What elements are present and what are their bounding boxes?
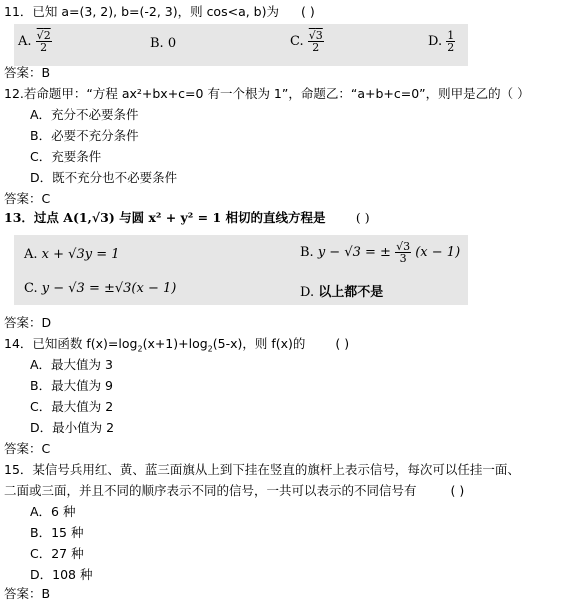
q15-stem-line1: 15．某信号兵用红、黄、蓝三面旗从上到下挂在竖直的旗杆上表示信号，每次可以任挂一面、 xyxy=(4,462,520,477)
q11-option-a-num: √ 2 xyxy=(37,29,51,42)
q15-option-b: B．15 种 xyxy=(30,525,84,540)
q13-option-c xyxy=(24,281,176,296)
q11-option-d-num: 1 xyxy=(447,29,455,42)
q13-option-d xyxy=(300,281,383,300)
q11-option-a-den: 2 xyxy=(40,41,48,54)
q12-option-c: C．充要条件 xyxy=(30,149,102,164)
q11-answer: 答案：B xyxy=(4,65,51,80)
q13-paren: ( ) xyxy=(355,210,370,225)
q11-stem xyxy=(4,3,315,20)
q11-options-panel xyxy=(14,24,468,66)
q11-option-d-frac xyxy=(446,30,455,53)
q14-log-base-2: 2 xyxy=(207,344,213,354)
q14-option-a: A．最大值为 3 xyxy=(30,357,113,372)
q14-stem-mid: (x+1)+log xyxy=(142,336,208,351)
q12-stem: 12.若命题甲：“方程 ax²+bx+c=0 有一个根为 1”，命题乙：“a+b+c=0”，则甲是乙的（ ） xyxy=(4,86,530,101)
q13-stem xyxy=(4,209,370,226)
q11-option-a xyxy=(18,30,52,53)
q13-option-b xyxy=(300,241,460,264)
q15-paren: ( ) xyxy=(450,483,465,498)
q11-option-a-label: A. xyxy=(18,34,32,49)
q11-option-c-frac xyxy=(308,30,324,53)
q13-option-a-expr: x + √3y = 1 xyxy=(41,247,120,262)
q13-option-d-text: 以上都不是 xyxy=(318,285,384,300)
q11-option-d-den: 2 xyxy=(447,41,455,54)
q13-option-b-expr-post: (x − 1) xyxy=(415,245,461,260)
q14-stem xyxy=(4,335,349,358)
q12-option-a: A．充分不必要条件 xyxy=(30,107,139,122)
q13-option-c-expr: y − √3 = ±√3(x − 1) xyxy=(41,281,177,296)
q11-option-c-den: 2 xyxy=(312,41,320,54)
q14-answer: 答案：C xyxy=(4,441,51,456)
q15-option-c: C．27 种 xyxy=(30,546,84,561)
q11-paren: ( ) xyxy=(300,4,315,19)
q13-option-b-expr-pre: y − √3 = ± xyxy=(317,245,391,260)
q14-paren: ( ) xyxy=(335,336,350,351)
q11-option-c-num: √ 3 xyxy=(309,29,323,42)
q11-option-d xyxy=(428,30,455,53)
q11-option-d-label: D. xyxy=(428,34,443,49)
q13-option-b-frac-den: 3 xyxy=(399,252,407,265)
q15-option-d: D．108 种 xyxy=(30,567,93,582)
q11-option-b-label: B. xyxy=(150,36,164,51)
q13-answer: 答案：D xyxy=(4,315,52,330)
q14-stem-pre: 14．已知函数 f(x)=log xyxy=(4,336,138,351)
q12-answer: 答案：C xyxy=(4,191,51,206)
q11-option-c-label: C. xyxy=(290,34,304,49)
q12-option-b: B．必要不充分条件 xyxy=(30,128,139,143)
q13-option-d-label: D. xyxy=(300,285,315,300)
q14-option-d: D．最小值为 2 xyxy=(30,420,115,435)
q15-option-a: A．6 种 xyxy=(30,504,76,519)
q13-option-a-label: A. xyxy=(24,247,38,262)
q14-stem-post: (5-x)，则 f(x)的 xyxy=(212,336,306,351)
q13-option-b-frac-num: √3 xyxy=(396,240,411,253)
q11-option-a-frac xyxy=(36,30,52,53)
q15-stem-line2-text: 二面或三面，并且不同的顺序表示不同的信号，一共可以表示的不同信号有 xyxy=(4,483,417,498)
q14-option-c: C．最大值为 2 xyxy=(30,399,114,414)
q14-log-base-1: 2 xyxy=(137,344,143,354)
q13-stem-text: 13．过点 A(1,√3) 与圆 x² + y² = 1 相切的直线方程是 xyxy=(4,210,326,225)
q14-option-b: B．最大值为 9 xyxy=(30,378,114,393)
q13-option-b-label: B. xyxy=(300,245,314,260)
q11-option-c xyxy=(290,30,324,53)
q12-option-d: D．既不充分也不必要条件 xyxy=(30,170,178,185)
q13-option-b-frac xyxy=(395,241,411,264)
q11-stem-text: 11．已知 a=(3, 2), b=(-2, 3)，则 cos<a, b)为 xyxy=(4,4,279,19)
q13-options-panel xyxy=(14,235,468,305)
q11-option-b-value: 0 xyxy=(167,36,177,51)
q11-option-b xyxy=(150,36,176,51)
q15-stem-line2 xyxy=(4,482,464,499)
q15-answer: 答案：B xyxy=(4,586,51,601)
q13-option-a xyxy=(24,247,120,262)
q13-option-c-label: C. xyxy=(24,281,38,296)
